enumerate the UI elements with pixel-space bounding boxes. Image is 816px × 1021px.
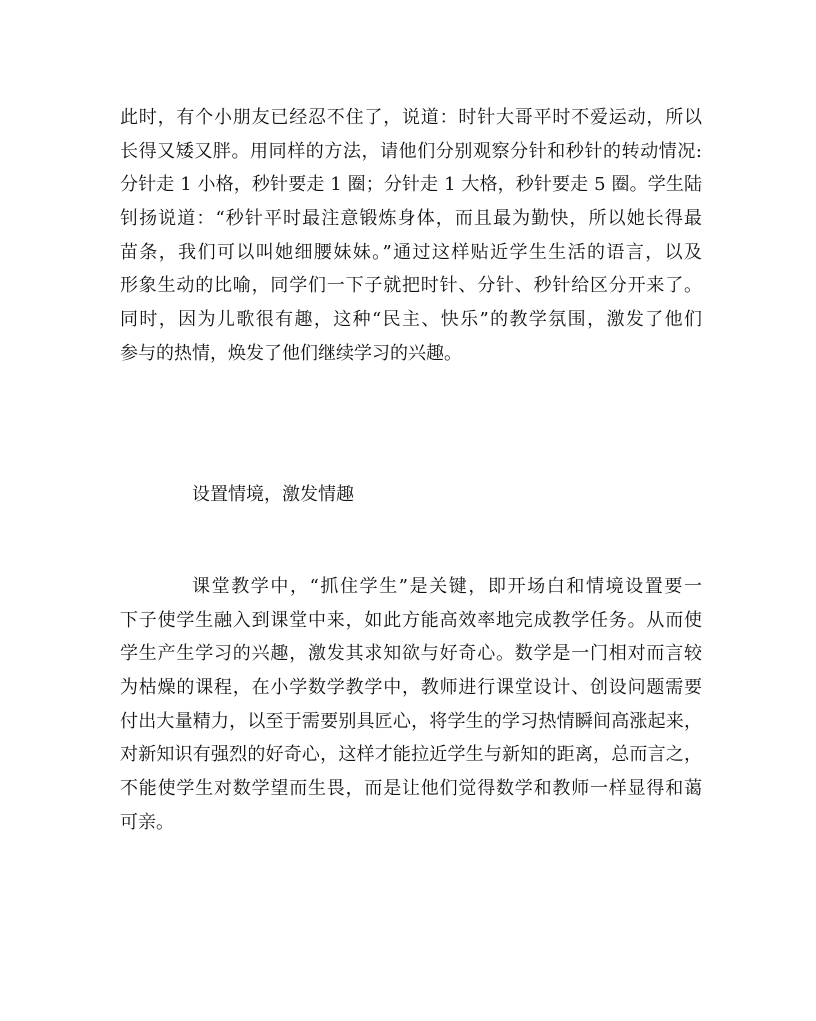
paragraph-line: 参与的热情，焕发了他们继续学习的兴趣。 xyxy=(120,342,462,364)
paragraph-line: 不能使学生对数学望而生畏，而是让他们觉得数学和教师一样显得和蔼 xyxy=(120,778,702,800)
paragraph-line: 苗条，我们可以叫她细腰妹妹。”通过这样贴近学生生活的语言，以及 xyxy=(120,241,702,263)
paragraph-line: 长得又矮又胖。用同样的方法，请他们分别观察分针和秒针的转动情况: xyxy=(120,140,702,162)
paragraph-line: 下子使学生融入到课堂中来，如此方能高效率地完成教学任务。从而使 xyxy=(120,609,702,631)
paragraph-line: 此时，有个小朋友已经忍不住了，说道：时针大哥平时不爱运动，所以 xyxy=(120,107,702,128)
paragraph-line: 学生产生学习的兴趣，激发其求知欲与好奇心。数学是一门相对而言较 xyxy=(120,643,702,665)
paragraph-line: 为枯燥的课程，在小学数学教学中，教师进行课堂设计、创设问题需要 xyxy=(120,677,702,699)
paragraph-line: 付出大量精力，以至于需要别具匠心，将学生的学习热情瞬间高涨起来， xyxy=(120,710,702,732)
paragraph-classroom-teaching xyxy=(120,570,702,840)
paragraph-line: 形象生动的比喻，同学们一下子就把时针、分针、秒针给区分开来了。 xyxy=(120,275,702,297)
section-heading: 设置情境，激发情趣 xyxy=(192,484,354,505)
paragraph-line: 对新知识有强烈的好奇心，这样才能拉近学生与新知的距离，总而言之， xyxy=(120,744,702,766)
paragraph-line: 分针走 1 小格，秒针要走 1 圈；分针走 1 大格，秒针要走 5 圈。学生陆 xyxy=(120,174,702,196)
paragraph-line: 同时，因为儿歌很有趣，这种“民主、快乐”的教学氛围，激发了他们 xyxy=(120,309,702,331)
paragraph-line: 钊扬说道：“秒针平时最注意锻炼身体，而且最为勤快，所以她长得最 xyxy=(120,208,702,230)
paragraph-line: 课堂教学中，“抓住学生”是关键，即开场白和情境设置要一 xyxy=(192,576,702,597)
paragraph-line: 可亲。 xyxy=(120,811,174,833)
paragraph-clock-metaphor xyxy=(120,101,702,371)
